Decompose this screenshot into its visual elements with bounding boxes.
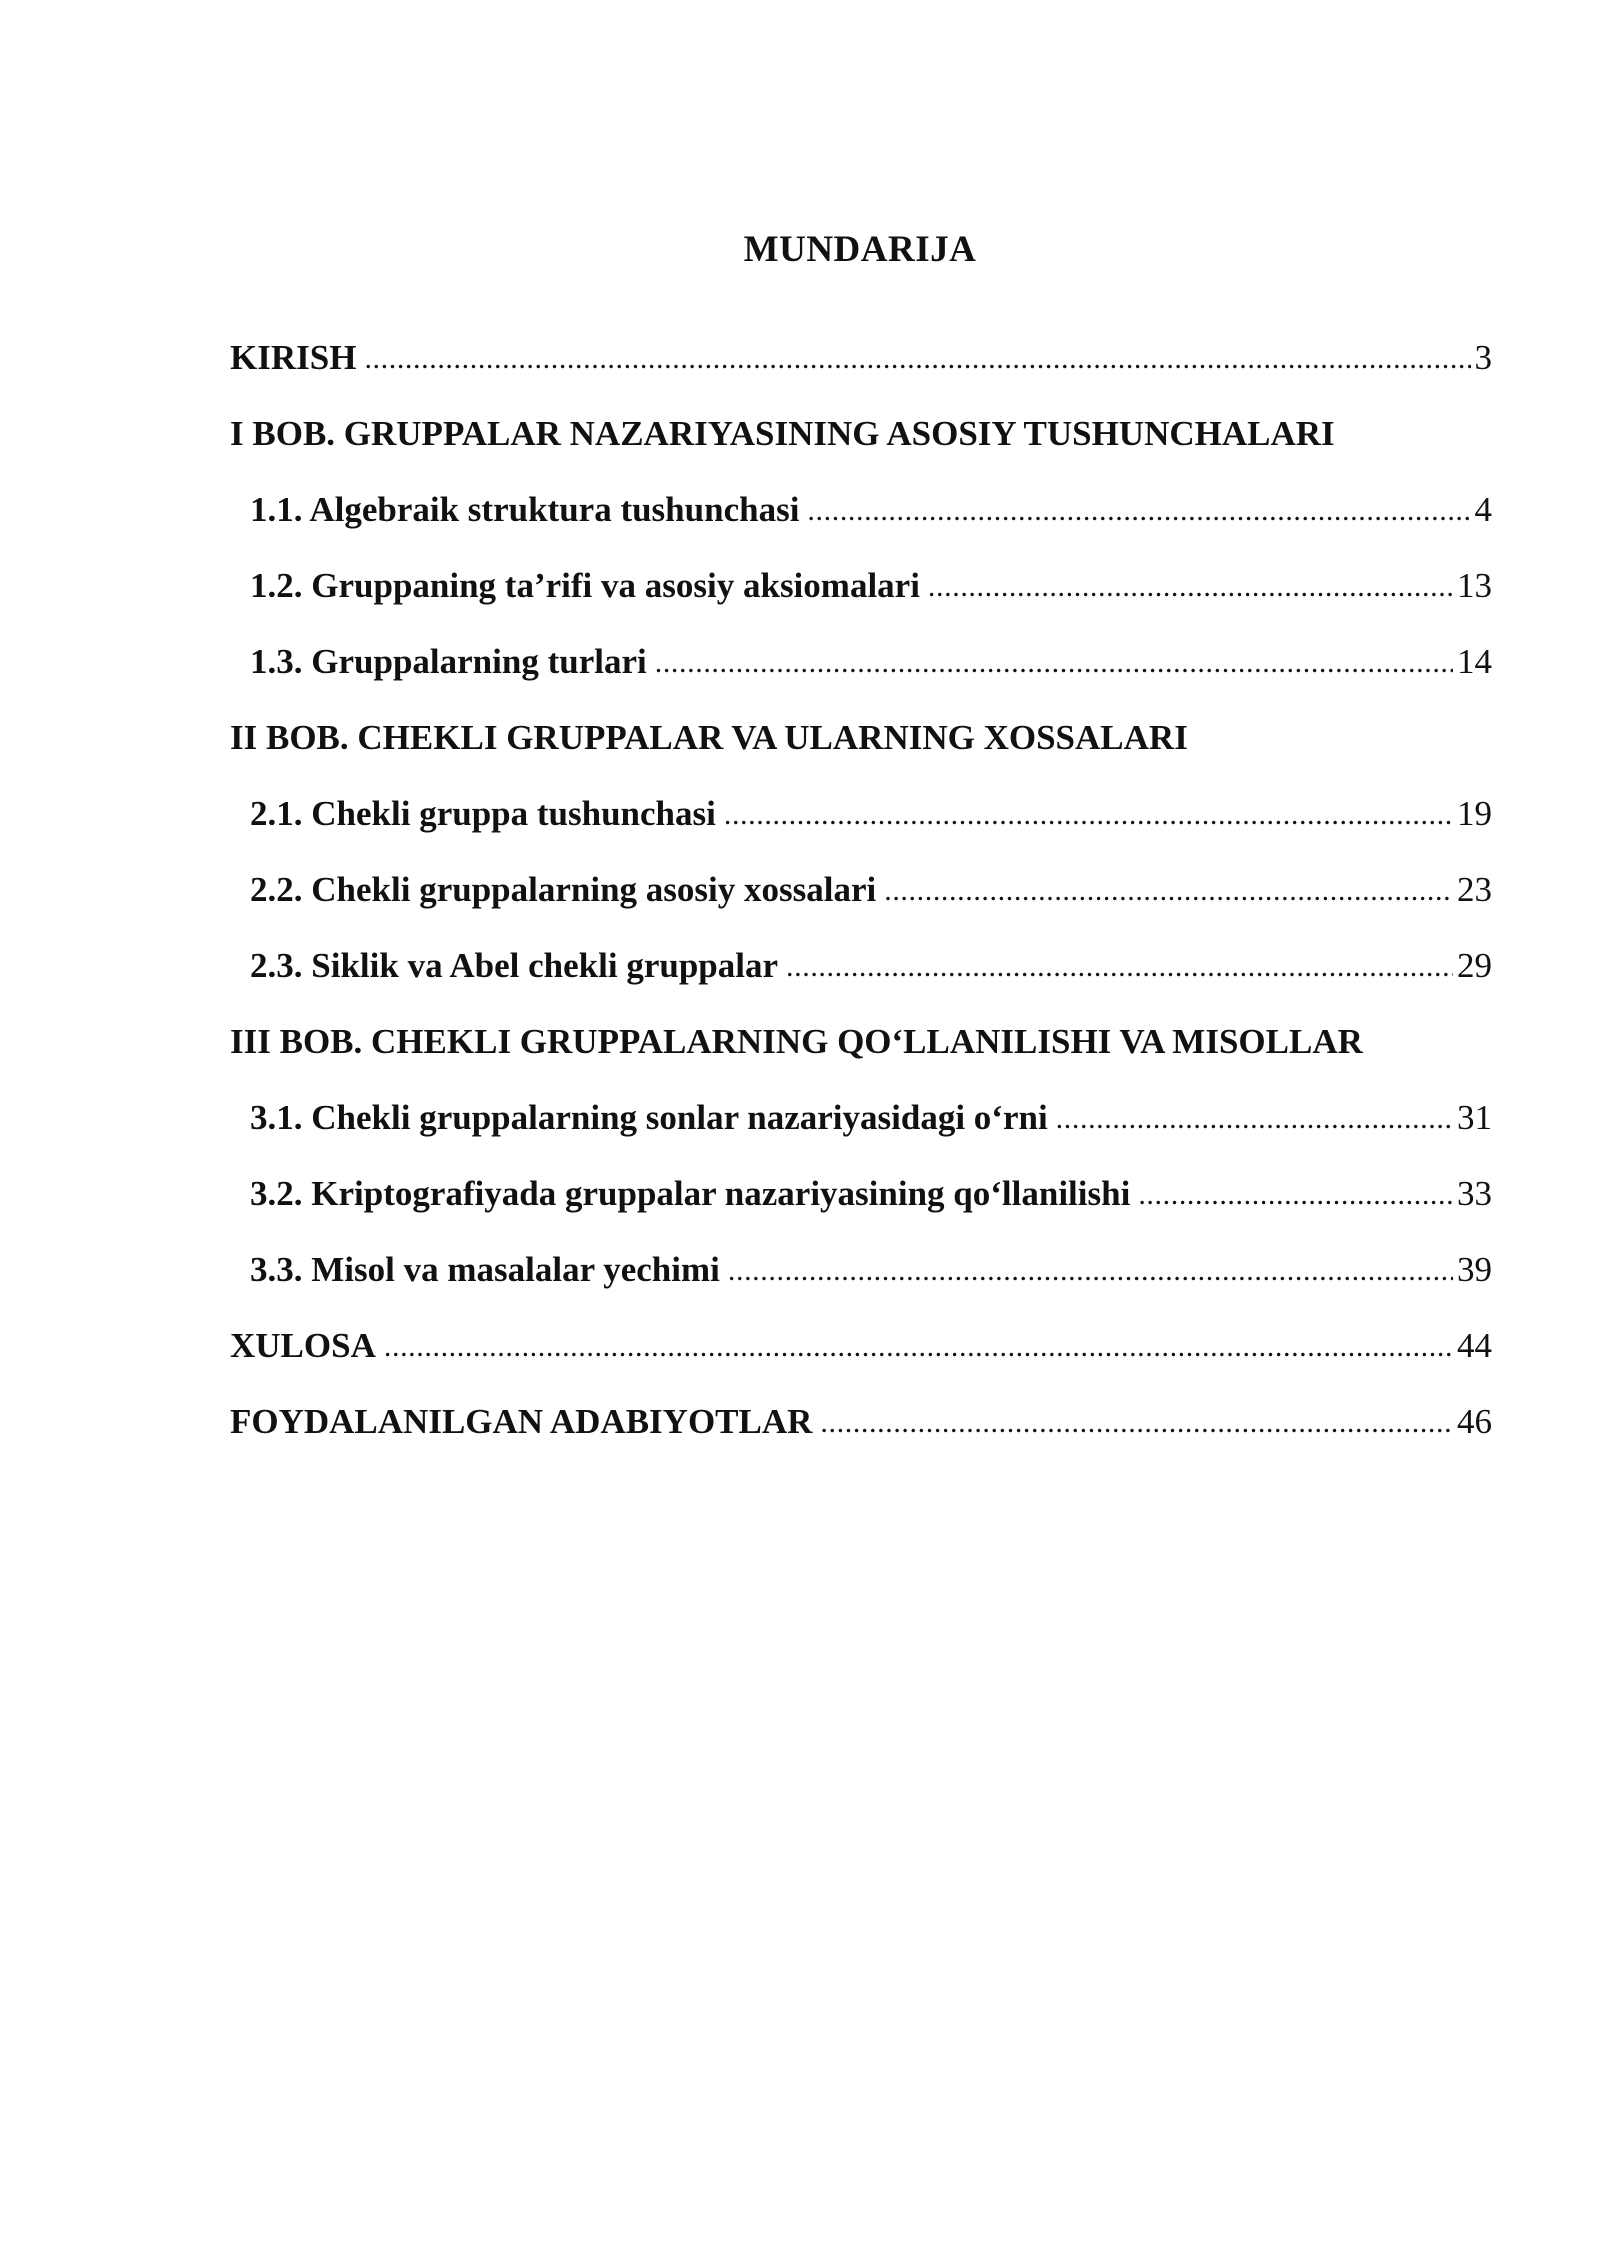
dot-leader (384, 1323, 1453, 1369)
toc-entry-label: 1.2. Gruppaning ta’rifi va asosiy aksiomalari (250, 566, 920, 605)
toc-entry-xulosa[interactable] (230, 1308, 1492, 1384)
toc-entry-label: 2.2. Chekli gruppalarning asosiy xossalari (250, 870, 877, 909)
toc-chapter-heading: I BOB. GRUPPALAR NAZARIYASINING ASOSIY TUSHUNCHALARI (230, 414, 1335, 453)
toc-page-number: 33 (1457, 1174, 1492, 1213)
toc-page-number: 23 (1457, 870, 1492, 909)
toc-entry-label: 3.2. Kriptografiyada gruppalar nazariyasining qo‘llanilishi (250, 1174, 1131, 1213)
dot-leader (928, 563, 1453, 609)
toc-entry-3-2[interactable] (230, 1156, 1492, 1232)
toc-entry-label: 1.3. Gruppalarning turlari (250, 642, 647, 681)
dot-leader (1138, 1171, 1453, 1217)
dot-leader (820, 1399, 1453, 1445)
toc-entry-kirish[interactable] (230, 320, 1492, 396)
toc-page-number: 46 (1457, 1402, 1492, 1441)
toc-chapter-heading: III BOB. CHEKLI GRUPPALARNING QO‘LLANILISHI VA MISOLLAR (230, 1022, 1363, 1061)
toc-entry-1-2[interactable] (230, 548, 1492, 624)
toc-page-number: 4 (1474, 490, 1492, 529)
toc-page-number: 29 (1457, 946, 1492, 985)
toc-entry-2-2[interactable] (230, 852, 1492, 928)
dot-leader (807, 487, 1470, 533)
dot-leader (724, 791, 1453, 837)
page-title: MUNDARIJA (743, 229, 977, 270)
toc-entry-3-1[interactable] (230, 1080, 1492, 1156)
toc-entry-label: 2.3. Siklik va Abel chekli gruppalar (250, 946, 779, 985)
toc-page-number: 3 (1474, 338, 1492, 377)
toc-chapter-heading: II BOB. CHEKLI GRUPPALAR VA ULARNING XOSSALARI (230, 718, 1188, 757)
toc-entry-label: 3.3. Misol va masalalar yechimi (250, 1250, 720, 1289)
toc-entry-1-1[interactable] (230, 472, 1492, 548)
toc-entry-2-3[interactable] (230, 928, 1492, 1004)
toc-entry-2-1[interactable] (230, 776, 1492, 852)
toc-entry-label: XULOSA (230, 1326, 376, 1365)
toc-entry-label: 1.1. Algebraik struktura tushunchasi (250, 490, 800, 529)
toc-entry-label: KIRISH (230, 338, 357, 377)
dot-leader (786, 943, 1453, 989)
dot-leader (364, 335, 1470, 381)
toc-entry-label: FOYDALANILGAN ADABIYOTLAR (230, 1402, 813, 1441)
toc-entry-chapter-3[interactable] (230, 1004, 1492, 1080)
toc-entry-label: 3.1. Chekli gruppalarning sonlar nazariyasidagi o‘rni (250, 1098, 1048, 1137)
toc-entry-1-3[interactable] (230, 624, 1492, 700)
toc-entry-3-3[interactable] (230, 1232, 1492, 1308)
toc-page-number: 14 (1457, 642, 1492, 681)
dot-leader (1056, 1095, 1453, 1141)
table-of-contents (230, 320, 1492, 1460)
toc-page-number: 13 (1457, 566, 1492, 605)
toc-page-number: 19 (1457, 794, 1492, 833)
toc-entry-chapter-2[interactable] (230, 700, 1492, 776)
toc-page-number: 44 (1457, 1326, 1492, 1365)
toc-entry-chapter-1[interactable] (230, 396, 1492, 472)
toc-page-number: 39 (1457, 1250, 1492, 1289)
dot-leader (655, 639, 1453, 685)
toc-entry-label: 2.1. Chekli gruppa tushunchasi (250, 794, 716, 833)
toc-entry-adabiyotlar[interactable] (230, 1384, 1492, 1460)
dot-leader (884, 867, 1453, 913)
toc-page-number: 31 (1457, 1098, 1492, 1137)
dot-leader (728, 1247, 1453, 1293)
